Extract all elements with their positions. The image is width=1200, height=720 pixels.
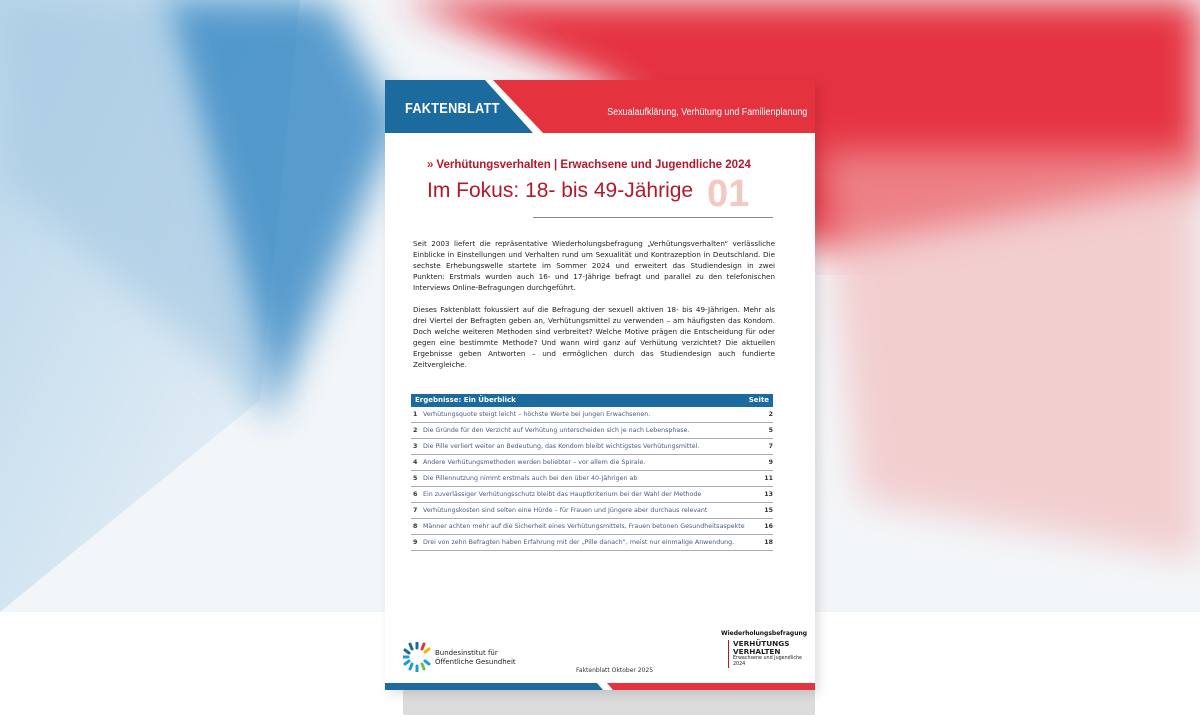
row-number: 6 [413, 491, 418, 498]
divider [533, 217, 773, 218]
row-title: Ein zuverlässiger Verhütungsschutz bleibt das Hauptkriterium bei der Wahl der Methode [423, 491, 702, 498]
table-row [411, 487, 773, 503]
page-title: Im Fokus: 18- bis 49-Jährige [427, 179, 694, 202]
row-title: Andere Verhütungsmethoden werden beliebter – vor allem die Spirale. [423, 459, 646, 466]
header-band [385, 80, 815, 133]
watermark-number: 01 [707, 173, 750, 215]
table-row [411, 503, 773, 519]
double-chevron-icon: » [427, 159, 434, 171]
table-row [411, 471, 773, 487]
factsheet-page [385, 80, 815, 690]
row-title: Die Pillennutzung nimmt erstmals auch bei den über 40-Jährigen ab [423, 475, 638, 482]
row-number: 5 [413, 475, 418, 482]
publication-date: Faktenblatt Oktober 2025 [576, 667, 654, 674]
row-page: 16 [764, 523, 773, 530]
row-page: 13 [764, 491, 773, 498]
document-shadow [403, 688, 815, 715]
row-number: 7 [413, 507, 418, 514]
row-title: Die Gründe für den Verzicht auf Verhütung unterscheiden sich je nach Lebensphase. [423, 427, 690, 434]
table-row [411, 535, 773, 551]
row-number: 1 [413, 411, 418, 418]
row-number: 8 [413, 523, 418, 530]
bioeg-logo [403, 642, 431, 672]
table-row [411, 439, 773, 455]
row-number: 2 [413, 427, 418, 434]
table-row [411, 519, 773, 535]
subtitle: » Verhütungsverhalten | Erwachsene und Jugendliche 2024 [427, 159, 751, 171]
results-overview-table [411, 394, 773, 551]
institute-name: Bundesinstitut für Öffentliche Gesundheit [435, 649, 516, 666]
row-page: 5 [768, 427, 773, 434]
row-title: Drei von zehn Befragten haben Erfahrung mit der „Pille danach“, meist nur einmalige Anwendung. [423, 539, 735, 546]
row-page: 15 [764, 507, 773, 514]
footer-band [385, 683, 815, 690]
row-title: Männer achten mehr auf die Sicherheit eines Verhütungsmittels, Frauen betonen Gesundheitsaspekte [423, 523, 745, 530]
row-title: Die Pille verliert weiter an Bedeutung, das Kondom bleibt wichtigstes Verhütungsmittel. [423, 443, 700, 450]
table-row [411, 407, 773, 423]
row-page: 7 [768, 443, 773, 450]
row-title: Verhütungsquote steigt leicht – höchste Werte bei jungen Erwachsenen. [423, 411, 651, 418]
table-row [411, 455, 773, 471]
study-brand: VERHÜTUNGS VERHALTEN Erwachsene und Jugendliche 2024 [728, 640, 802, 668]
series-label: Wiederholungsbefragung [721, 630, 808, 637]
row-number: 9 [413, 539, 418, 546]
row-page: 2 [768, 411, 773, 418]
row-number: 3 [413, 443, 418, 450]
row-page: 18 [764, 539, 773, 546]
table-row [411, 423, 773, 439]
intro-paragraph: Seit 2003 liefert die repräsentative Wiederholungsbefragung „Verhütungsverhalten“ verlässliche Einblicke in Einstellungen und Verhalten rund um Sexualität und Kontrazeption in Deutschland. Die sechste Erhebungswelle startete im Sommer 2024 und erweitert das Studiendesign in zwei Punkten: Erstmals wurden auch 16- und 17-Jährige befragt und parallel zu den telefonischen Interviews Online-Befragungen durchgeführt. [413, 239, 775, 292]
focus-paragraph: Dieses Faktenblatt fokussiert auf die Befragung der sexuell aktiven 18- bis 49-Jährigen. Mehr als drei Viertel der Befragten geben an, Verhütungsmittel zu verwenden – am häufigsten das Kondom. Doch welche weiteren Methoden sind verbreitet? Welche Motive prägen die Entscheidung für oder gegen eine bestimmte Methode? Und wann wird ganz auf Verhütung verzichtet? Die aktuellen Ergebnisse geben Antworten – und ermöglichen durch das Studiendesign auch fundierte Zeitvergleiche. [413, 305, 775, 369]
factsheet-label: FAKTENBLATT [405, 100, 500, 117]
table-header: Ergebnisse: Ein Überblick Seite [411, 394, 773, 407]
row-page: 9 [768, 459, 773, 466]
row-number: 4 [413, 459, 418, 466]
topic-label: Sexualaufklärung, Verhütung und Familienplanung [607, 106, 807, 118]
row-page: 11 [764, 475, 773, 482]
row-title: Verhütungskosten sind selten eine Hürde – für Frauen und Jüngere aber durchaus relevant [423, 507, 708, 514]
